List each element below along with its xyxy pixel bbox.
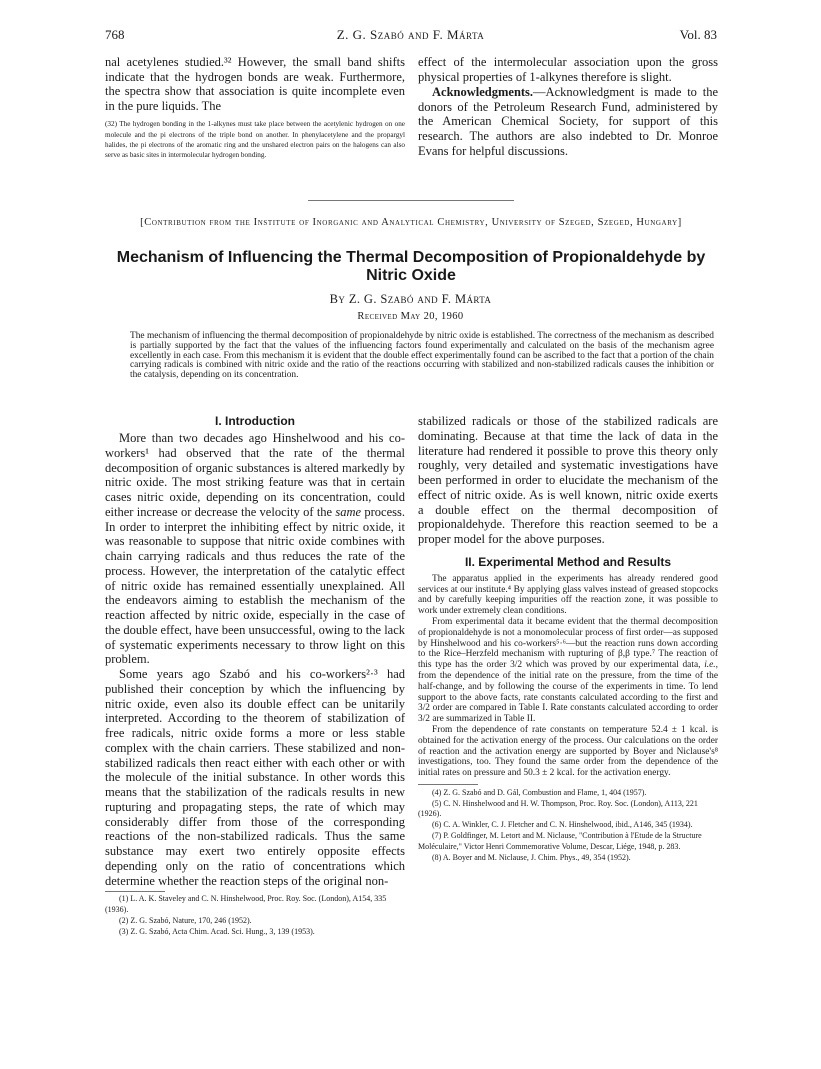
footnote-8: (8) A. Boyer and M. Niclause, J. Chim. Phys., 49, 354 (1952).	[432, 852, 631, 862]
intro-p1-emphasis: same	[335, 504, 362, 519]
section-heading-experimental: II. Experimental Method and Results	[464, 554, 672, 569]
footnote-6: (6) C. A. Winkler, C. J. Fletcher and C. N. Hinshelwood, ibid., A146, 345 (1934).	[432, 820, 693, 830]
prev-article-text-right: effect of the intermolecular association upon the gross physical properties of 1-alkynes therefore is slight.	[418, 55, 718, 84]
running-title: Z. G. Szabó and F. Márta	[336, 27, 485, 42]
acknowledgments-paragraph	[418, 85, 718, 158]
intro-paragraph-1	[105, 431, 405, 667]
footnote-1: (1) L. A. K. Staveley and C. N. Hinshelwood, Proc. Roy. Soc. (London), A154, 335 (1936).	[105, 894, 387, 915]
page-number: 768	[105, 27, 125, 42]
experimental-p2-emphasis: i.e.	[704, 660, 716, 671]
main-right-column	[418, 414, 718, 863]
experimental-paragraph-3: From the dependence of rate constants on temperature 52.4 ± 1 kcal. is obtained for the activation energy of the process. Our calculations on the order of reaction and the activation energy are supported by Boyer and Niclause's⁸ investigations, too. They found the same order from the dependence of the initial rates on pressure and 50.3 ± 2 kcal. for the activation energy.	[418, 724, 718, 779]
footnotes-right	[418, 788, 718, 864]
footnote-rule-left	[105, 891, 165, 892]
article-title: Mechanism of Influencing the Thermal Decomposition of Propionaldehyde by Nitric Oxide	[116, 249, 706, 284]
byline: By Z. G. Szabó and F. Márta	[329, 292, 492, 306]
intro-paragraph-3: stabilized radicals or those of the stabilized radicals are dominating. Because at that time the lack of data in the literature had rendered it possible to prove this theory only roughly, very detailed and systematic investigations have been performed in order to elucidate the mechanism of the effect of nitric oxide. As is well known, nitric oxide exerts a double effect on the thermal decomposition of propionaldehyde. Therefore this reaction seemed to be a proper model for the above purposes.	[418, 414, 718, 546]
footnote-4: (4) Z. G. Szabó and D. Gál, Combustion and Flame, 1, 404 (1957).	[432, 787, 647, 797]
experimental-p2-text-b: , from the dependence of the initial rate on the pressure, from the time of the half-change, and by following the course of the experiments in time. To lend support to the above facts, rate constants calculated according to the first and 3/2 order are compared in Table I. Rate constants calculated according to order 3/2 are summarized in Table II.	[418, 660, 718, 725]
prev-article-text-left: nal acetylenes studied.³² However, the small band shifts indicate that the hydrogen bonds are weak. Furthermore, the spectra show that association is quite incomplete even in the pure liquids. The	[105, 55, 405, 113]
section-heading-introduction: I. Introduction	[215, 414, 295, 428]
footnote-5: (5) C. N. Hinshelwood and H. W. Thompson, Proc. Roy. Soc. (London), A113, 221 (1926).	[418, 798, 698, 819]
intro-paragraph-2: Some years ago Szabó and his co-workers²·³ had published their conception by which the influencing by nitric oxide, even also its double effect can be unitarily interpreted. According to the theorem of stabilization of free radicals, nitric oxide forms a more or less stable complex with the chain carriers. These stabilized and non-stabilized radicals then react either with each other or with the molecule of the initial substance. In other words this means that the stabilization of the radicals results in new rupturing and propagating steps, the rate of which may considerably differ from those of the corresponding reactions of the non-stabilized radicals. Thus the same substance may exert two entirely opposite effects depending only on the ratio of concentrations which determine whether the reaction steps of the original non-	[105, 667, 405, 888]
acknowledgments-text: —Acknowledgment is made to the donors of the Petroleum Research Fund, administered by the American Chemical Society, for support of this research. The authors are also indebted to Dr. Monroe Evans for helpful discussions.	[418, 85, 718, 158]
intro-p1-text-a: More than two decades ago Hinshelwood and his co-workers¹ had observed that the rate of the thermal decomposition of organic substances is altered markedly by nitric oxide. The most striking feature was that in certain cases nitric oxide, depending on its concentration, could either increase or decrease the velocity of the	[105, 431, 405, 519]
volume-label: Vol. 83	[679, 27, 717, 42]
footnote-rule-right	[418, 784, 478, 785]
footnote-7: (7) P. Goldfinger, M. Letort and M. Niclause, "Contribution à l'Etude de la Structure Moléculaire," Victor Henri Commemorative Volume, Descar, Liége, 1948, p. 283.	[418, 831, 702, 851]
experimental-paragraph-1: The apparatus applied in the experiments has already rendered good services at our institute.⁴ By applying glass valves instead of greased stopcocks and by carefully keeping impurities off the reaction zone, it was possible to work under extremely clean conditions.	[418, 573, 718, 617]
footnotes-left	[105, 894, 405, 937]
received-date: Received May 20, 1960	[357, 311, 464, 322]
experimental-paragraph-2	[418, 617, 718, 725]
acknowledgments-label: Acknowledgments.	[432, 85, 534, 100]
footnote-3: (3) Z. G. Szabó, Acta Chim. Acad. Sci. Hung., 3, 139 (1953).	[119, 926, 315, 936]
footnote-32: (32) The hydrogen bonding in the 1-alkynes must take place between the acetylenic hydrogen on one molecule and the pi electrons of the triple bond on another. In phenylacetylene and the propargyl halides, the pi electrons of the aromatic ring and the unshared electron pairs on the halogens can also serve as basic sites in intermolecular hydrogen bonding.	[105, 120, 405, 159]
prev-article-right-column	[418, 55, 718, 158]
footnote-2: (2) Z. G. Szabó, Nature, 170, 246 (1952).	[119, 915, 252, 925]
abstract: The mechanism of influencing the thermal decomposition of propionaldehyde by nitric oxide is established. The correctness of the mechanism as described is partially supported by the fact that the values of the influencing factors found experimentally and calculated on the basis of the mechanism agree excellently in each case. From this mechanism it is evident that the double effect experimentally found can be ascribed to the fact that a portion of the chain carrying radicals is combined with nitric oxide and the ratio of the reactions occurring with stabilized and non-stabilized radicals causes the inhibition or the catalysis, depending on its concentration.	[130, 331, 714, 381]
prev-article-left-column	[105, 55, 405, 160]
contribution-line: [Contribution from the Institute of Inorganic and Analytical Chemistry, University of Szeged, Szeged, Hungary]	[140, 217, 682, 228]
intro-p1-text-b: process. In order to interpret the inhibiting effect by nitric oxide, it was reasonable to suppose that nitric oxide combines with chain carrying radicals and thus reduces the rate of the process. However, the interpretation of the catalytic effect of nitric oxide has remained essentially unexplained. All the endeavors aiming to establish the mechanism of the reaction affected by nitric oxide, especially in the case of the double effect, have been unsuccessful, owing to the lack of systematic experiments necessary to throw light on this problem.	[105, 504, 406, 667]
main-left-column	[105, 414, 405, 937]
experimental-p2-text-a: From experimental data it became evident that the thermal decomposition of propionaldehyde is not a monomolecular process of first order—as supposed by Hinshelwood and his co-workers⁵·⁶—but the reaction runs down according to the Rice–Herzfeld mechanism with rupturing of β,β type.⁷ The reaction of this type has the order 3/2 which was proved by our experimental data,	[418, 616, 718, 671]
article-divider	[308, 200, 514, 201]
